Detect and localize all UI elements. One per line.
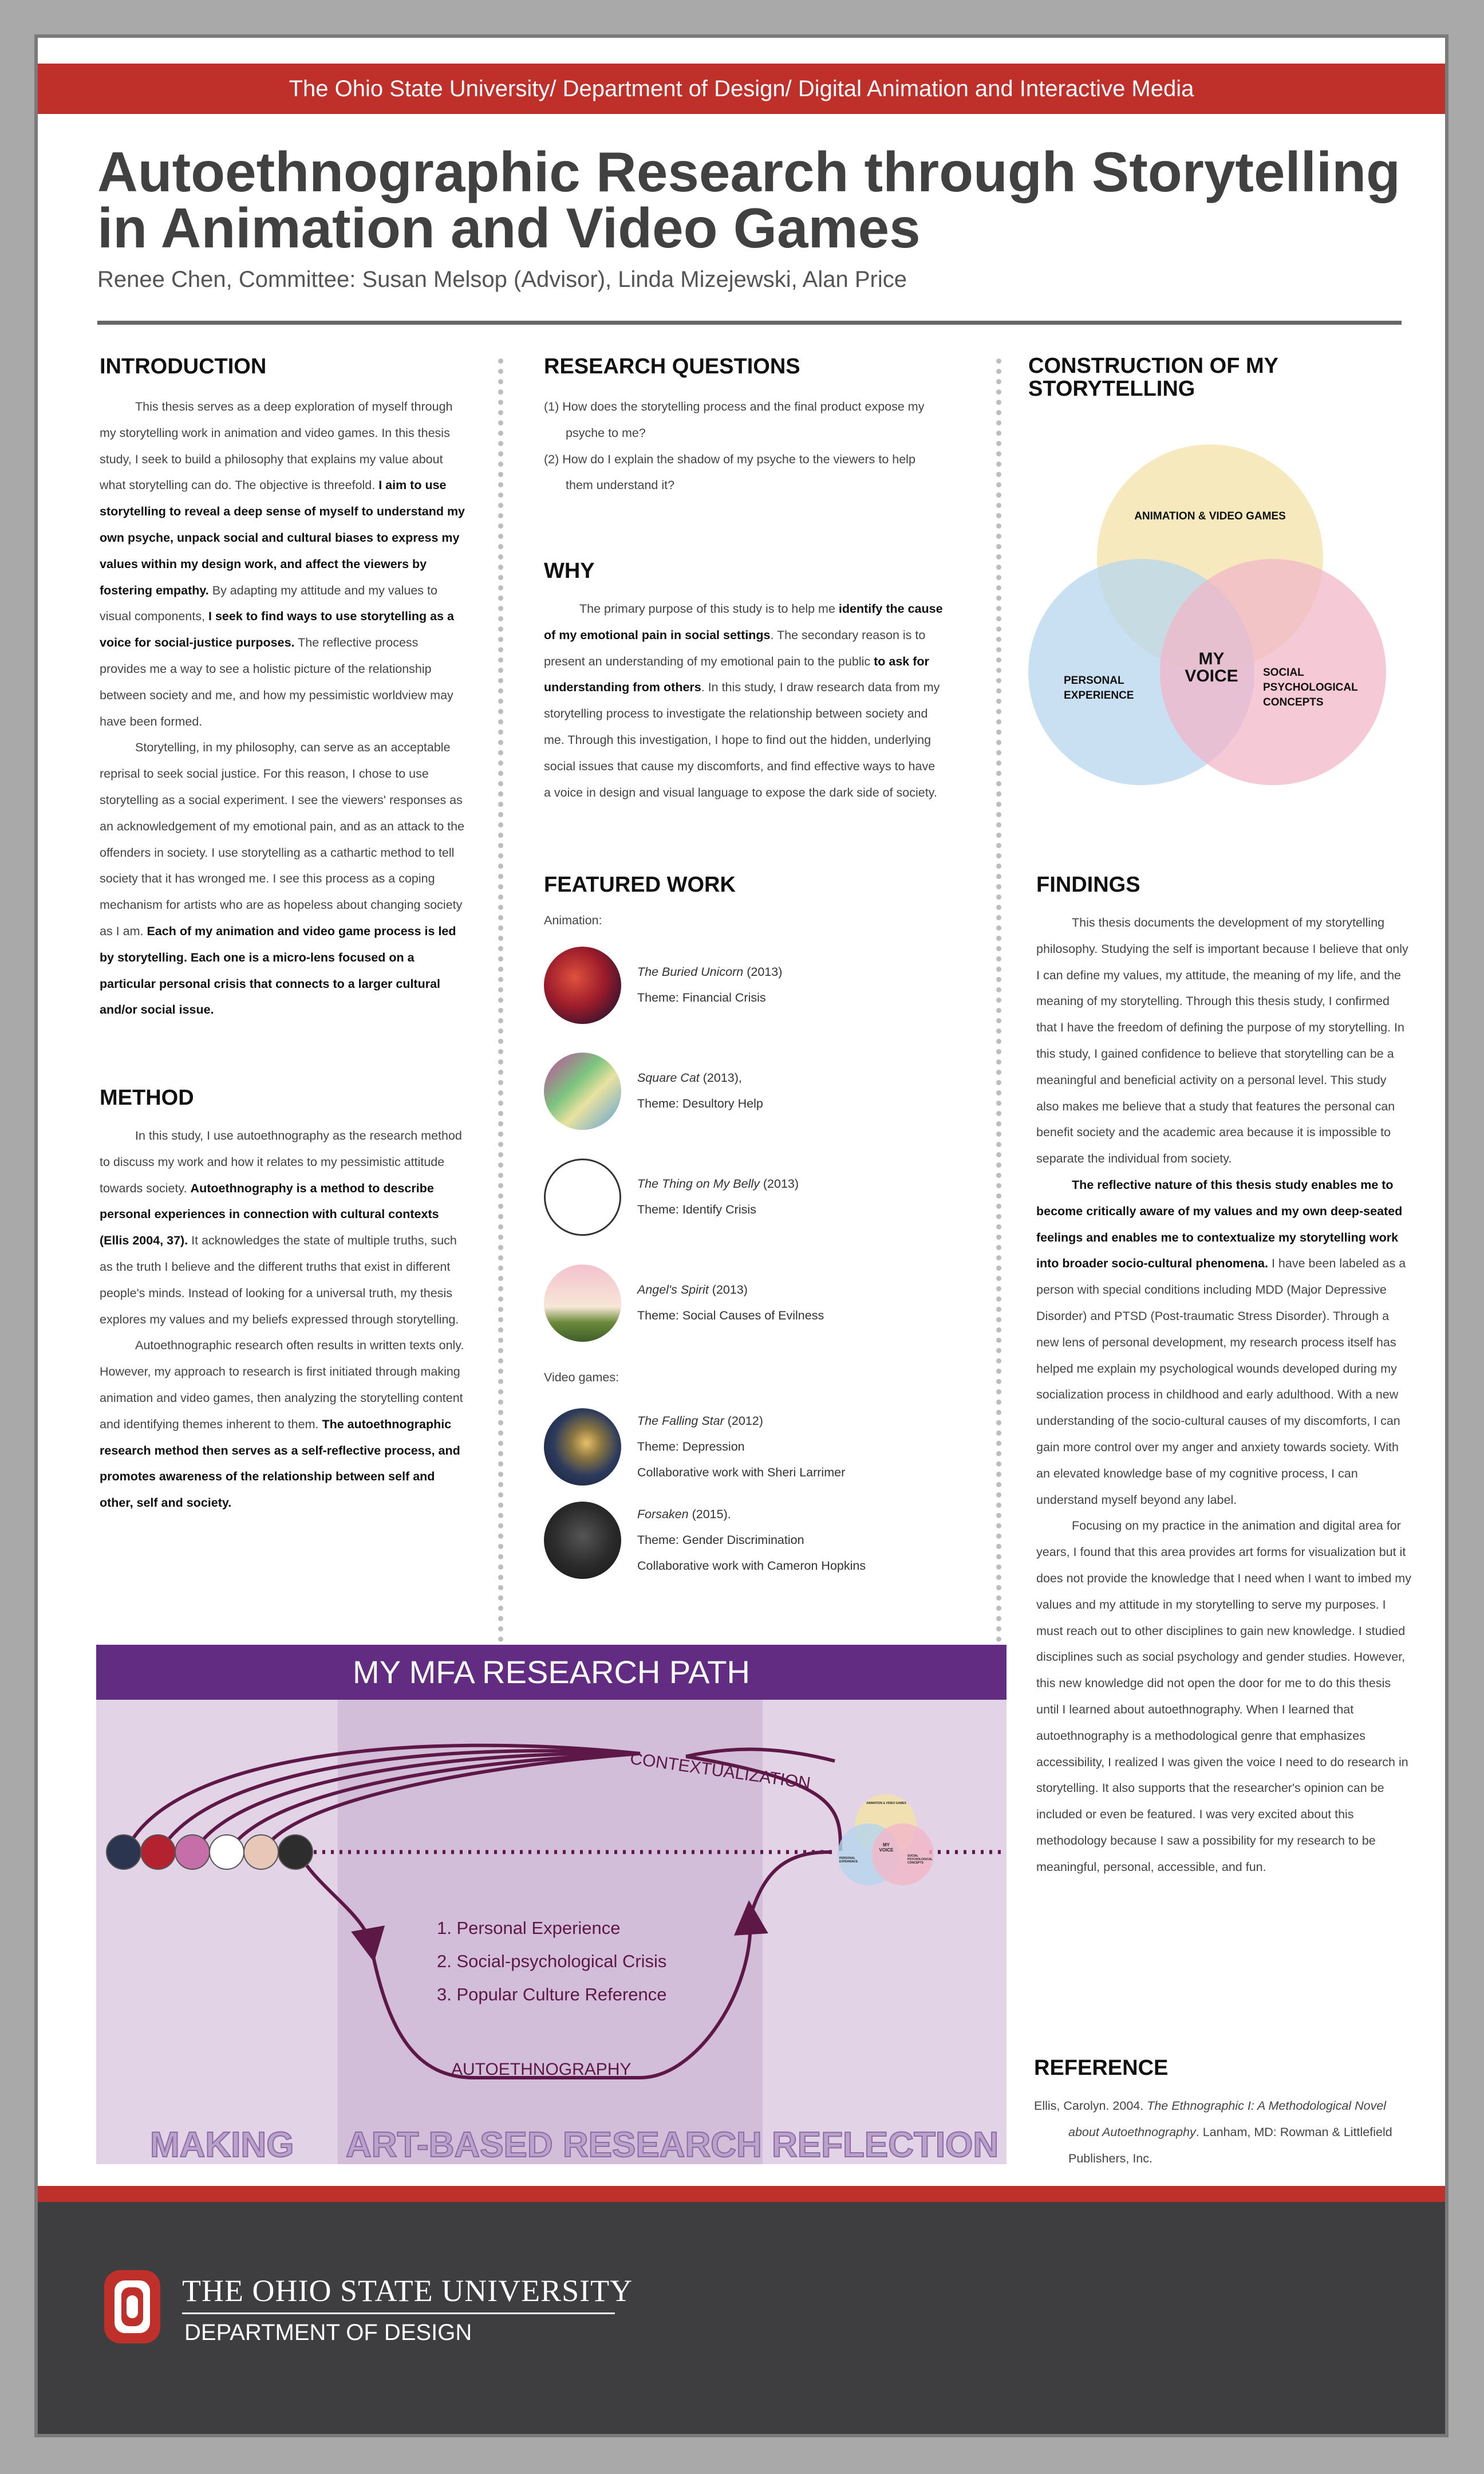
column-divider [498,359,503,1653]
forsaken-thumbnail [544,1502,621,1579]
findings-paragraph-3: Focusing on my practice in the animation and digital area for years, I found that this area provides art forms for visualization but it does not provide the knowledge that I need when I want to imbed my values and my attitude in my storytelling to serve my purposes. I must reach out to other disciplines to gain new knowledge. I studied disciplines such as social psychology and gender studies. However, this new knowledge did not open the door for me to do this thesis until I learned about autoethnography. When I learned that autoethnography is a methodological genre that emphasizes accessibility, I realized I was given the voice I need to do research in storytelling. It also supports that the researcher's opinion can be included or even be featured. I was very excited about this methodology because I saw a possibility for my research to be meaningful, personal, accessible, and fun. [1036,1519,1411,1874]
buried-unicorn-thumbnail [544,947,621,1024]
contextualization-label: CONTEXTUALIZATION [629,1749,812,1793]
research-path-steps [437,1912,667,2011]
work-thumb-icon [141,1835,175,1869]
method-section [100,1086,466,1516]
work-thumb-icon [175,1835,210,1869]
square-cat-thumbnail [544,1053,621,1130]
featured-item[interactable]: Angel's Spirit (2013) Theme: Social Causes of Evilness [544,1264,956,1342]
findings-paragraph-1: This thesis documents the development of my storytelling philosophy. Studying the self is important because I believe that only I can define my values, my attitude, the meaning of my life, and the meaning of my storytelling. Through this thesis study, I confirmed that I have the freedom of defining the purpose of my storytelling. In this study, I gained confidence to believe that storytelling can be a meaningful and beneficial activity on a personal level. This study also makes me believe that a study that features the personal can benefit society and the academic area because it is impossible to separate the individual from society. [1036,916,1408,1166]
method-paragraph-1: In this study, I use autoethnography as the research method to discuss my work and how it relates to my pessimistic attitude towards society. Autoethnography is a method to describe personal experiences in connection with cultural contexts (Ellis 2004, 37). It acknowledges the state of multiple truths, such as the truth I believe and the different truths that exist in different people's minds. Instead of looking for a universal truth, my thesis explores my values and my beliefs expressed through storytelling. [100,1129,462,1326]
header-banner: The Ohio State University/ Department of Design/ Digital Animation and Interactive Media [38,64,1445,114]
why-section [544,559,945,806]
autoethnography-arrow-down [298,1851,371,1945]
construction-heading: CONSTRUCTION OF MY STORYTELLING [1028,354,1278,401]
thing-on-my-belly-thumbnail [544,1159,621,1236]
animation-label: Animation: [544,913,602,927]
research-questions-section [544,354,945,499]
video-games-label: Video games: [544,1370,619,1384]
step-item: 2. Social-psychological Crisis [437,1951,667,1971]
mini-venn-label-center: MY VOICE [879,1842,894,1853]
findings-heading: FINDINGS [1036,873,1140,897]
introduction-heading: INTRODUCTION [100,354,267,379]
title-line-2: in Animation and Video Games [97,196,921,259]
footer-divider [182,2313,615,2314]
footer [38,2202,1445,2437]
featured-work-heading: FEATURED WORK [544,873,736,897]
research-path-diagram [96,1645,1007,2164]
featured-item[interactable]: The Thing on My Belly (2013) Theme: Identify Crisis [544,1159,956,1236]
falling-star-thumbnail [544,1408,621,1486]
introduction-section [100,354,466,1023]
research-path-heading: MY MFA RESEARCH PATH [96,1645,1007,1700]
column-divider [996,359,1001,1653]
footer-university-name: THE OHIO STATE UNIVERSITY [182,2274,633,2308]
venn-label-right: SOCIAL PSYCHOLOGICAL CONCEPTS [1263,667,1358,708]
poster [34,34,1449,2437]
venn-label-center: MY VOICE [1185,649,1238,686]
art-based-research-label: ART-BASED RESEARCH [346,2125,762,2165]
work-thumb-icon [278,1835,313,1869]
featured-item[interactable]: Forsaken (2015). Theme: Gender Discrimination Collaborative work with Cameron Hopkins [544,1502,956,1579]
research-questions-heading: RESEARCH QUESTIONS [544,354,800,379]
work-thumb-icon [244,1835,278,1869]
reference-entry: Ellis, Carolyn. 2004. The Ethnographic I: A Methodological Novel about Autoethnography. Lanham, MD: Rowman & Littlefield Publishers, Inc. [1034,2099,1392,2165]
step-item: 3. Popular Culture Reference [437,1984,667,2004]
research-question-1: (1) How does the storytelling process and the final product expose my psyche to me? [544,400,925,440]
mini-venn-label-left: PERSONAL EXPERIENCE [839,1857,858,1864]
introduction-paragraph-1: This thesis serves as a deep exploration of myself through my storytelling work in animation and video games. In this thesis study, I seek to build a philosophy that explains my value about what storytelling can do. The objective is threefold. I aim to use storytelling to reveal a deep sense of myself to understand my own psyche, unpack social and cultural biases to express my values within my design work, and affect the viewers by fostering empathy. By adapting my attitude and my values to visual components, I seek to find ways to use storytelling as a voice for social-justice purposes. The reflective process provides me a way to see a holistic picture of the relationship between society and me, and how my pessimistic worldview may have been formed. [100,400,465,728]
footer-red-band [38,2186,1445,2202]
autoethnography-label: AUTOETHNOGRAPHY [451,2060,632,2079]
venn-label-left: PERSONAL EXPERIENCE [1064,675,1134,702]
authors: Renee Chen, Committee: Susan Melsop (Advisor), Linda Mizejewski, Alan Price [97,267,907,292]
mini-venn-label-top: ANIMATION & VIDEO GAMES [866,1802,906,1805]
featured-item[interactable]: The Buried Unicorn (2013) Theme: Financial Crisis [544,947,956,1024]
storytelling-venn-diagram [1028,444,1389,817]
method-paragraph-2: Autoethnographic research often results in written texts only. However, my approach to research is first initiated through making animation and video games, then analyzing the storytelling content and identifying themes inherent to them. The autoethnographic research method then serves as a self-reflective process, and promotes awareness of the relationship between self and other, self and society. [100,1338,464,1510]
research-question-2: (2) How do I explain the shadow of my psyche to the viewers to help them understand it? [544,452,915,493]
venn-label-top: ANIMATION & VIDEO GAMES [1134,510,1286,522]
header-divider [97,321,1402,325]
why-paragraph: The primary purpose of this study is to help me identify the cause of my emotional pain in social settings. The secondary reason is to present an understanding of my emotional pain to the public to ask for understanding from others. In this study, I draw research data from my storytelling process to investigate the relationship between society and me. Through this investigation, I hope to find out the hidden, underlying social issues that cause my discomforts, and find effective ways to have a voice in design and visual language to expose the dark side of society. [544,602,943,799]
osu-logo-icon [104,2270,160,2343]
findings-paragraph-2: The reflective nature of this thesis study enables me to become critically aware of my values and my own deep-seated feelings and enables me to contextualize my storytelling work into broader socio-cultural phenomena. I have been labeled as a person with special conditions including MDD (Major Depressive Disorder) and PTSD (Post-traumatic Stress Disorder). Through a new lens of personal development, my research process itself has helped me explain my psychological wounds developed during my socialization process in childhood and early adulthood. With a new understanding of the socio-cultural causes of my discomforts, I can gain more control over my anger and anxiety towards society. With an elevated knowledge base of my cognitive process, I can understand myself beyond any label. [1036,1177,1406,1507]
reflection-label: REFLECTION [772,2125,999,2165]
work-thumb-icon [210,1835,244,1869]
featured-item[interactable]: The Falling Star (2012) Theme: Depression Collaborative work with Sheri Larrimer [544,1408,956,1486]
findings-section [1036,873,1412,1880]
mini-venn-label-right: SOCIAL PSYCHOLOGICAL CONCEPTS [907,1854,933,1865]
construction-section [1028,354,1406,400]
autoethnography-arrow-up [750,1852,829,1917]
angels-spirit-thumbnail [544,1264,621,1342]
featured-item[interactable]: Square Cat (2013), Theme: Desultory Help [544,1053,956,1130]
introduction-paragraph-2: Storytelling, in my philosophy, can serve as an acceptable reprisal to seek social justice. For this reason, I chose to use storytelling as a social experiment. I see the viewers' responses as an acknowledgement of my emotional pain, and as an attack to the offenders in society. I use storytelling as a cathartic method to tell society that it has wronged me. I see this process as a coping mechanism for artists who are as hopeless about changing society as I am. Each of my animation and video game process is led by storytelling. Each one is a micro-lens focused on a particular personal crisis that connects to a larger cultural and/or social issue. [100,740,465,1017]
poster-title [97,140,1426,259]
footer-department-name: DEPARTMENT OF DESIGN [184,2320,472,2345]
research-path-arrows [96,1645,1007,2164]
reference-heading: REFERENCE [1034,2056,1169,2080]
work-thumb-icon [106,1835,141,1869]
reference-section [1034,2056,1412,2172]
featured-work-section [544,873,956,1579]
step-item: 1. Personal Experience [437,1918,621,1938]
making-label: MAKING [150,2125,294,2165]
title-line-1: Autoethnographic Research through Storytelling [97,140,1400,203]
method-heading: METHOD [100,1086,194,1110]
why-heading: WHY [544,559,595,583]
